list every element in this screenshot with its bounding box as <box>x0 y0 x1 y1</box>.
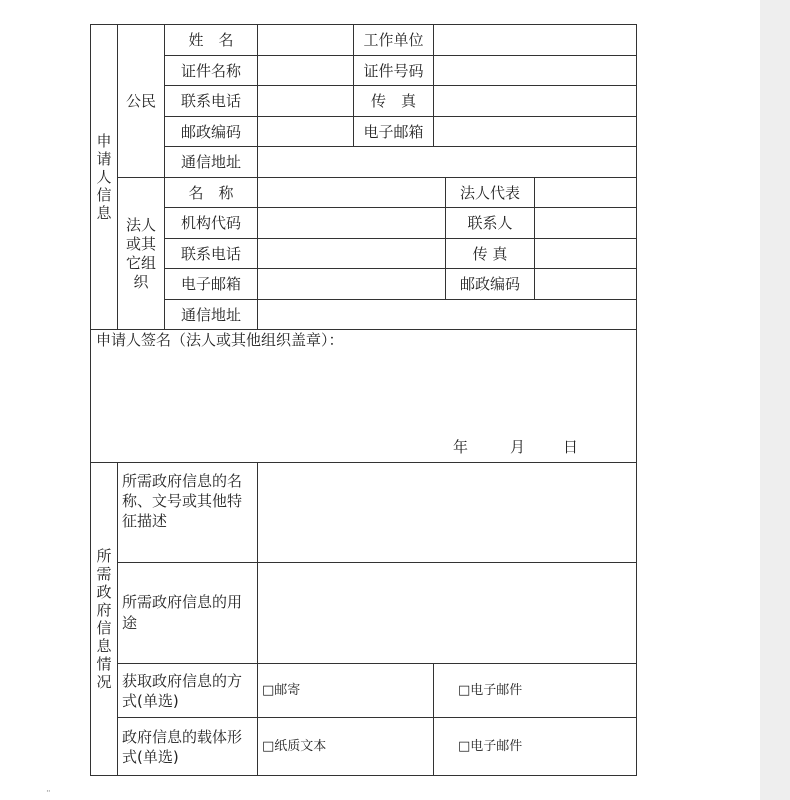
citizen-id-type-label: 证件名称 <box>165 56 258 86</box>
org-code-field[interactable] <box>258 208 446 239</box>
org-name-label: 名 称 <box>165 178 258 208</box>
info-purpose-field[interactable] <box>258 563 637 664</box>
date-day-label: 日 <box>563 438 579 456</box>
signature-date <box>453 438 578 456</box>
citizen-fax-label: 传 真 <box>354 86 434 117</box>
org-contact-field[interactable] <box>535 208 637 239</box>
citizen-id-type-field[interactable] <box>258 56 354 86</box>
org-fax-field[interactable] <box>535 239 637 269</box>
citizen-name-label: 姓 名 <box>165 25 258 56</box>
carrier-option-email[interactable]: □电子邮件 <box>434 718 637 776</box>
application-form-table <box>90 24 637 776</box>
citizen-work-unit-field[interactable] <box>434 25 637 56</box>
date-year-label: 年 <box>453 438 469 456</box>
info-request-label: 所 需 政 府 信 息 情 况 <box>91 463 118 776</box>
org-email-field[interactable] <box>258 269 446 300</box>
citizen-address-field[interactable] <box>258 147 637 178</box>
org-fax-label: 传 真 <box>446 239 535 269</box>
carrier-form-label: 政府信息的载体形式(单选) <box>118 718 258 776</box>
org-postcode-label: 邮政编码 <box>446 269 535 300</box>
signature-area[interactable] <box>91 330 637 463</box>
vertical-scrollbar[interactable] <box>760 0 790 800</box>
citizen-id-number-field[interactable] <box>434 56 637 86</box>
method-option-email[interactable]: □电子邮件 <box>434 664 637 718</box>
org-phone-field[interactable] <box>258 239 446 269</box>
citizen-address-label: 通信地址 <box>165 147 258 178</box>
citizen-phone-field[interactable] <box>258 86 354 117</box>
method-option-mail[interactable]: □邮寄 <box>258 664 434 718</box>
applicant-info-label: 申 请 人 信 息 <box>91 25 118 330</box>
citizen-id-number-label: 证件号码 <box>354 56 434 86</box>
acquire-method-label: 获取政府信息的方式(单选) <box>118 664 258 718</box>
carrier-option-paper[interactable]: □纸质文本 <box>258 718 434 776</box>
signature-label: 申请人签名（法人或其他组织盖章）： <box>96 331 344 349</box>
citizen-fax-field[interactable] <box>434 86 637 117</box>
info-purpose-label: 所需政府信息的用途 <box>118 563 258 664</box>
org-legal-rep-field[interactable] <box>535 178 637 208</box>
org-code-label: 机构代码 <box>165 208 258 239</box>
date-month-label: 月 <box>510 438 526 456</box>
citizen-email-field[interactable] <box>434 117 637 147</box>
org-address-label: 通信地址 <box>165 300 258 330</box>
citizen-label: 公民 <box>118 25 165 178</box>
org-name-field[interactable] <box>258 178 446 208</box>
org-address-field[interactable] <box>258 300 637 330</box>
citizen-work-unit-label: 工作单位 <box>354 25 434 56</box>
info-description-label: 所需政府信息的名称、文号或其他特征描述 <box>118 463 258 563</box>
citizen-email-label: 电子邮箱 <box>354 117 434 147</box>
org-phone-label: 联系电话 <box>165 239 258 269</box>
org-postcode-field[interactable] <box>535 269 637 300</box>
org-label: 法人 或其 它组 织 <box>118 178 165 330</box>
citizen-postcode-field[interactable] <box>258 117 354 147</box>
info-description-field[interactable] <box>258 463 637 563</box>
citizen-postcode-label: 邮政编码 <box>165 117 258 147</box>
citizen-phone-label: 联系电话 <box>165 86 258 117</box>
org-contact-label: 联系人 <box>446 208 535 239</box>
citizen-name-field[interactable] <box>258 25 354 56</box>
drag-handle-icon[interactable]: ·· <box>46 787 50 797</box>
org-legal-rep-label: 法人代表 <box>446 178 535 208</box>
org-email-label: 电子邮箱 <box>165 269 258 300</box>
